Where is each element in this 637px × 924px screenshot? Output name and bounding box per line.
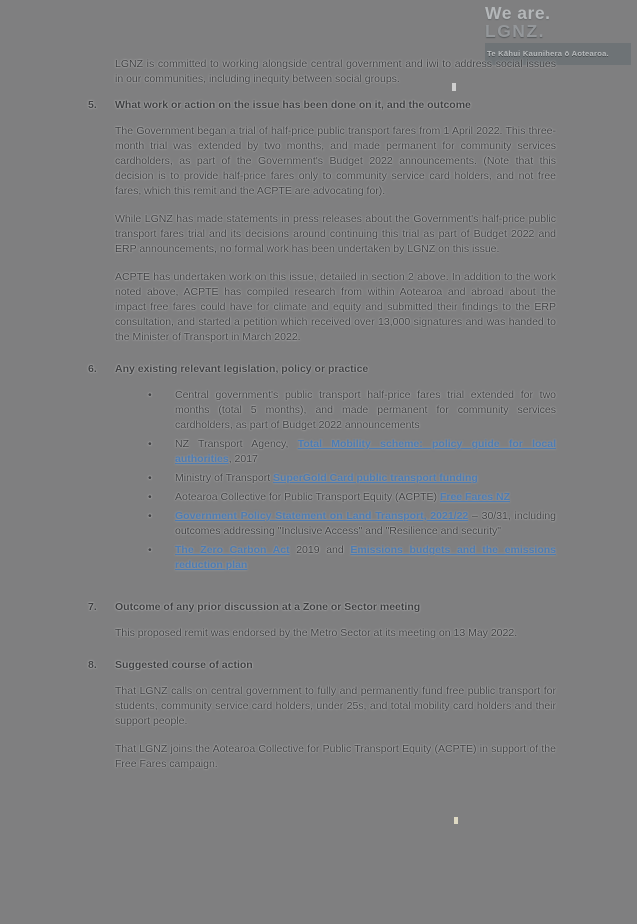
bullet-text: , 2017 bbox=[228, 453, 258, 465]
text-cursor-artifact bbox=[452, 83, 456, 91]
intro-paragraph: LGNZ is committed to working alongside central government and iwi to address social issues in our communities, including inequity between social groups. bbox=[115, 58, 556, 85]
section-number: 7. bbox=[88, 601, 97, 613]
logo-tagline-banner: Te Kāhui Kaunihera ō Aotearoa. bbox=[485, 43, 631, 65]
section-heading: Any existing relevant legislation, policy or practice bbox=[115, 363, 369, 375]
bullet-item bbox=[115, 437, 556, 467]
bullet-text: NZ Transport Agency, bbox=[175, 438, 298, 450]
section-heading: Suggested course of action bbox=[115, 659, 253, 671]
bullet-text: Central government's public transport half-price fares trial extended for two months (total 5 months), and made permanent for community services cardholders, as part of Budget 2022 announcements bbox=[175, 389, 556, 431]
paragraph: That LGNZ calls on central government to fully and permanently fund free public transport for students, community service card holders, under 25s, and total mobility card holders and their support people. bbox=[115, 685, 556, 727]
document-body bbox=[88, 57, 556, 789]
section-5 bbox=[88, 98, 556, 362]
section-number: 6. bbox=[88, 363, 97, 375]
section-heading: Outcome of any prior discussion at a Zone or Sector meeting bbox=[115, 601, 421, 613]
paragraph: ACPTE has undertaken work on this issue, detailed in section 2 above. In addition to the work noted above, ACPTE has compiled research from within Aotearoa and abroad about the impact free fares could have for climate and equity and submitted their findings to the ERP consultation, and started a petition which received over 13,000 signatures and was handed to the Minister of Transport in March 2022. bbox=[115, 271, 556, 343]
logo-line-we-are: We are. bbox=[485, 3, 551, 23]
section-number: 5. bbox=[88, 99, 97, 111]
section-body bbox=[115, 124, 556, 362]
section-8 bbox=[88, 658, 556, 789]
bullet-item bbox=[115, 509, 556, 539]
paragraph: While LGNZ has made statements in press releases about the Government's half-price public transport fares trial and its decisions around continuing this trial as part of Budget 2022 and ERP announcements, no formal work has been undertaken by LGNZ on this issue. bbox=[115, 213, 556, 255]
paragraph: That LGNZ joins the Aotearoa Collective for Public Transport Equity (ACPTE) in support of the Free Fares campaign. bbox=[115, 743, 556, 770]
document-link[interactable]: Free Fares NZ bbox=[439, 491, 510, 503]
bullet-text: – 30/31, including outcomes addressing "Inclusive Access" and "Resilience and security" bbox=[175, 510, 557, 537]
section-7 bbox=[88, 600, 556, 658]
bullet-item bbox=[115, 490, 556, 505]
document-link[interactable]: Emissions budgets and the emissions reduction plan bbox=[175, 544, 556, 571]
bullet-list bbox=[115, 388, 556, 573]
document-link[interactable]: Total Mobility scheme: policy guide for local authorities bbox=[175, 438, 557, 465]
document-link[interactable]: SuperGold Card public transport funding bbox=[273, 472, 478, 484]
bullet-item bbox=[115, 543, 556, 573]
bullet-text: Ministry of Transport bbox=[175, 472, 274, 484]
bullet-item bbox=[115, 388, 556, 433]
section-body bbox=[115, 626, 556, 658]
section-6 bbox=[88, 362, 556, 600]
bullet-text: 2019 and bbox=[289, 544, 351, 556]
section-body bbox=[115, 684, 556, 789]
bullet-item bbox=[115, 471, 556, 486]
lgnz-logo bbox=[485, 4, 631, 65]
document-link[interactable]: Government Policy Statement on Land Transport, 2021/22 bbox=[175, 510, 469, 522]
bullet-text: Aotearoa Collective for Public Transport Equity (ACPTE) bbox=[175, 491, 440, 503]
paragraph: This proposed remit was endorsed by the Metro Sector at its meeting on 13 May 2022. bbox=[115, 627, 518, 639]
text-cursor-artifact bbox=[454, 817, 458, 824]
document-link[interactable]: The Zero Carbon Act bbox=[175, 544, 290, 556]
logo-line-lgnz: LGNZ. bbox=[485, 21, 545, 41]
section-body bbox=[115, 388, 556, 600]
paragraph: The Government began a trial of half-price public transport fares from 1 April 2022. This three-month trial was extended by two months, and made permanent for community services cardholders, as part of the Government's Budget 2022 announcements. (Note that this decision is to provide half-price fares only to community service card holders, and not free fares, which this remit and the ACPTE are advocating for). bbox=[115, 125, 556, 197]
section-number: 8. bbox=[88, 659, 97, 671]
section-heading: What work or action on the issue has been done on it, and the outcome bbox=[115, 99, 471, 111]
